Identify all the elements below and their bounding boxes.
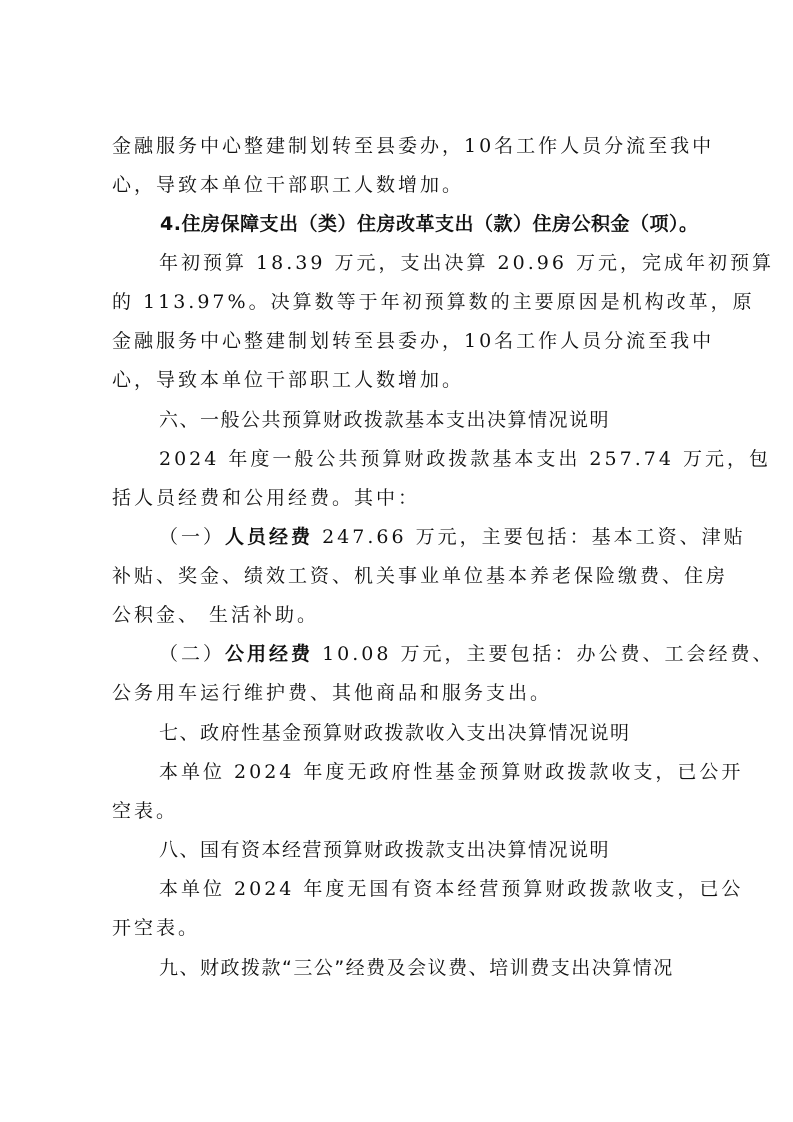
item-term: 人员经费 <box>225 526 314 548</box>
paragraph-line: 的 113.97%。决算数等于年初预算数的主要原因是机构改革，原 <box>112 291 755 313</box>
paragraph-line: 年初预算 18.39 万元，支出决算 20.96 万元，完成年初预算 <box>159 252 774 274</box>
paragraph-line: 心，导致本单位干部职工人数增加。 <box>112 174 465 196</box>
paragraph-line: 2024 年度一般公共预算财政拨款基本支出 257.74 万元，包 <box>159 448 771 470</box>
paragraph-line: 本单位 2024 年度无政府性基金预算财政拨款收支，已公开 <box>159 761 744 783</box>
paragraph-line: 本单位 2024 年度无国有资本经营预算财政拨款收支，已公 <box>159 878 744 900</box>
paragraph-line: 心，导致本单位干部职工人数增加。 <box>112 369 465 391</box>
item-text: 247.66 万元，主要包括：基本工资、津贴 <box>313 526 746 548</box>
section-heading: 七、政府性基金预算财政拨款收入支出决算情况说明 <box>159 722 631 744</box>
item-number: （二） <box>159 643 226 665</box>
paragraph-line: 括人员经费和公用经费。其中： <box>112 487 421 509</box>
section-heading: 4.住房保障支出（类）住房改革支出（款）住房公积金（项）。 <box>160 213 699 235</box>
paragraph-line: 公务用车运行维护费、其他商品和服务支出。 <box>112 682 553 704</box>
paragraph-line: 开空表。 <box>112 917 201 939</box>
item-text: 10.08 万元，主要包括：办公费、工会经费、 <box>313 643 775 665</box>
paragraph-line: 公积金、 生活补助。 <box>112 604 320 626</box>
section-heading: 九、财政拨款“三公”经费及会议费、培训费支出决算情况 <box>159 957 674 979</box>
paragraph-line: 金融服务中心整建制划转至县委办，10名工作人员分流至我中 <box>112 330 715 352</box>
paragraph-line <box>0 524 793 550</box>
section-heading: 八、国有资本经营预算财政拨款支出决算情况说明 <box>159 839 611 861</box>
paragraph-line: 空表。 <box>112 800 179 822</box>
paragraph-line <box>0 641 793 667</box>
section-heading: 六、一般公共预算财政拨款基本支出决算情况说明 <box>159 409 611 431</box>
item-number: （一） <box>159 526 226 548</box>
paragraph-line: 金融服务中心整建制划转至县委办，10名工作人员分流至我中 <box>112 135 715 157</box>
item-term: 公用经费 <box>225 643 314 665</box>
paragraph-line: 补贴、奖金、绩效工资、机关事业单位基本养老保险缴费、住房 <box>112 565 729 587</box>
